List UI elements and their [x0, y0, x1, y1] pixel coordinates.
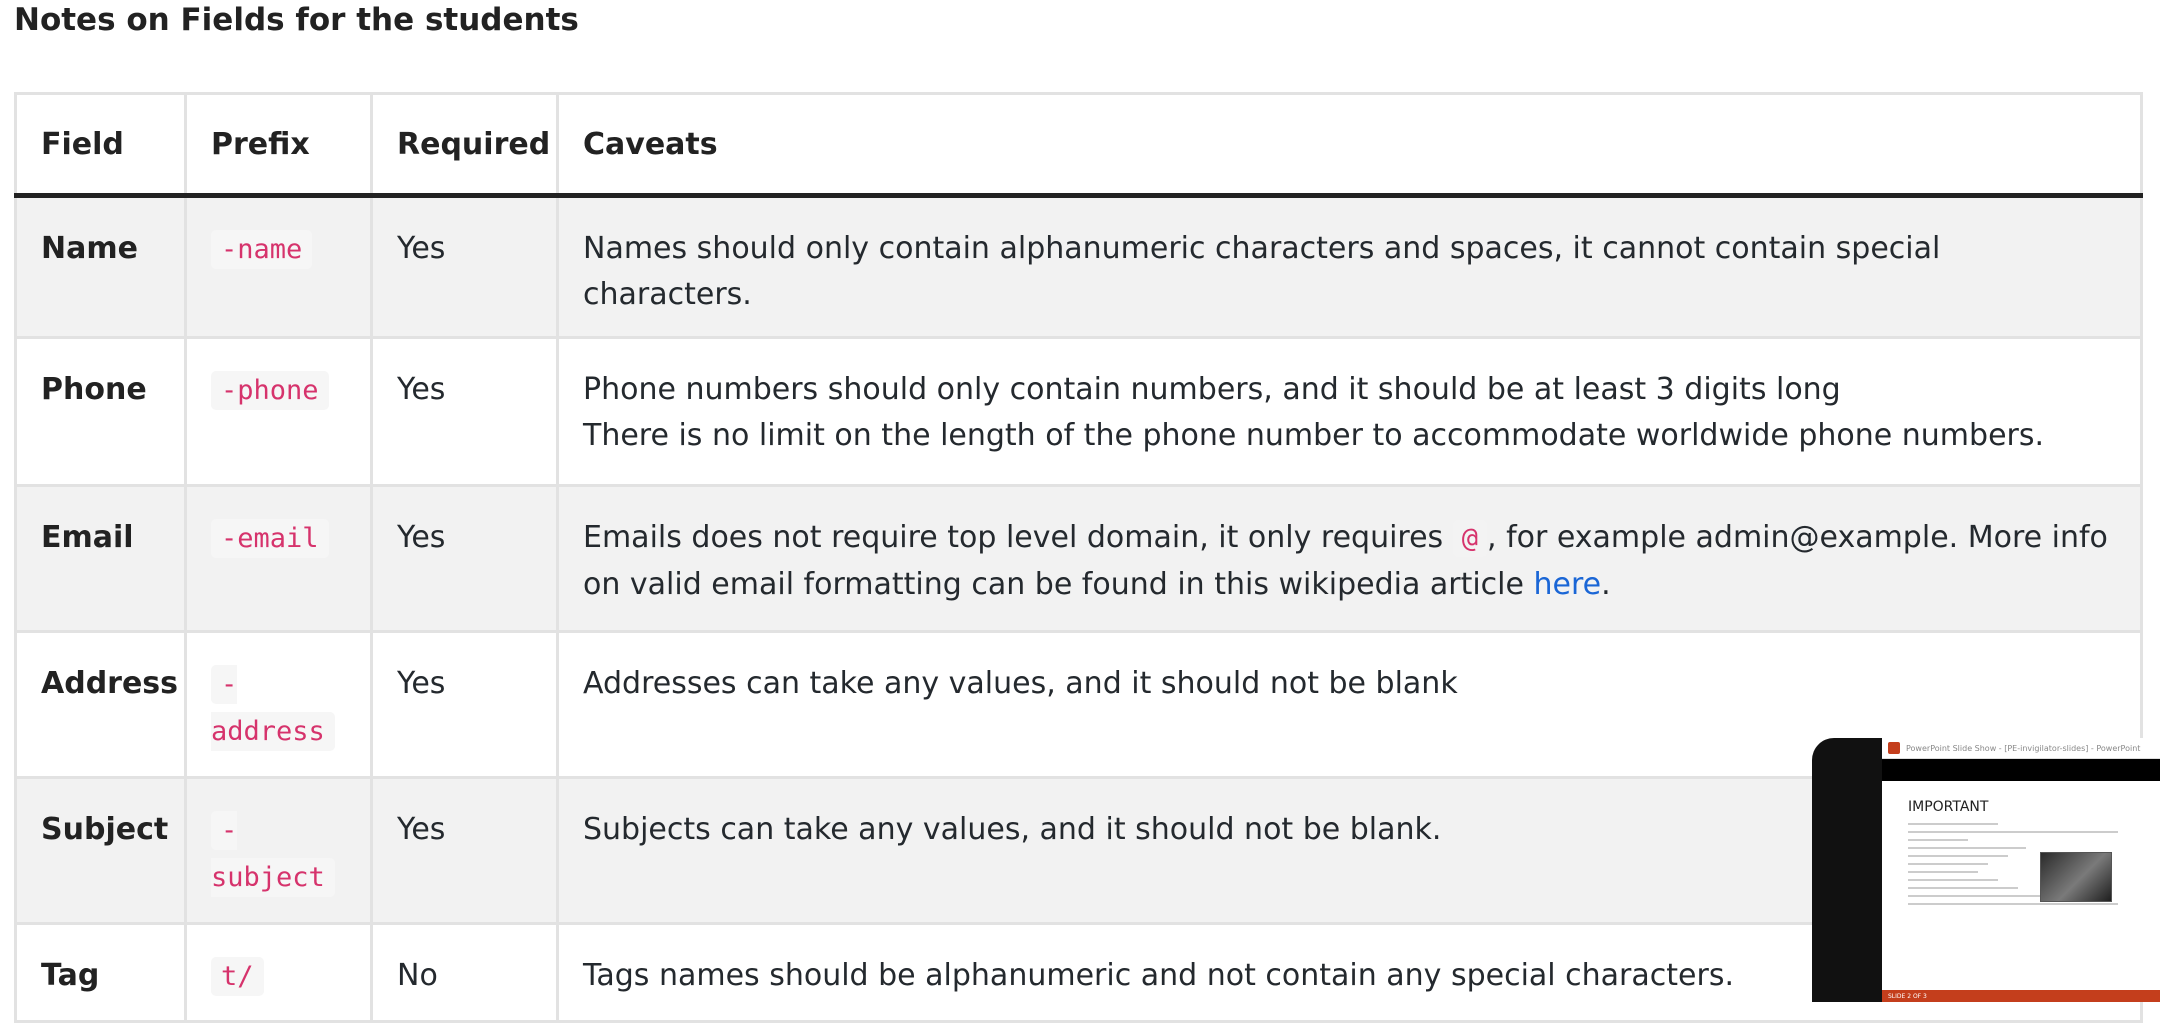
caveat-text: Names should only contain alphanumeric characters and spaces, it cannot contain special characters.: [583, 231, 1941, 312]
caveat-period: .: [1601, 567, 1611, 602]
prefix-cell: [186, 338, 372, 486]
field-name: Phone: [16, 338, 186, 486]
caveat-text: Phone numbers should only contain numbers, and it should be at least 3 digits long: [583, 372, 1841, 407]
required-cell: Yes: [372, 632, 558, 778]
required-cell: Yes: [372, 338, 558, 486]
table-row: [16, 338, 2142, 486]
slide-title: IMPORTANT: [1908, 799, 1989, 815]
caveat-text: Tags names should be alphanumeric and not contain any special characters.: [583, 958, 1734, 993]
field-name: Subject: [16, 778, 186, 924]
prefix-cell: [186, 632, 372, 778]
caveat-text: Subjects can take any values, and it should not be blank.: [583, 812, 1442, 847]
shared-slide-window: [1882, 738, 2160, 1002]
header-field: Field: [16, 94, 186, 196]
required-cell: Yes: [372, 196, 558, 338]
video-call-thumbnail[interactable]: [1812, 738, 2160, 1002]
header-caveats: Caveats: [558, 94, 2142, 196]
wikipedia-link[interactable]: here: [1533, 567, 1602, 602]
prefix-code: t/: [211, 957, 264, 996]
page-title: Notes on Fields for the students: [14, 2, 579, 38]
caveat-text: Addresses can take any values, and it should not be blank: [583, 666, 1458, 701]
required-cell: No: [372, 924, 558, 1022]
prefix-cell: [186, 778, 372, 924]
prefix-code: -phone: [211, 371, 329, 410]
prefix-code: -name: [211, 230, 312, 269]
prefix-cell: [186, 196, 372, 338]
slide-statusbar: [1882, 990, 2160, 1002]
slide-counter: SLIDE 2 OF 3: [1888, 992, 1927, 1000]
header-prefix: Prefix: [186, 94, 372, 196]
caveat-text: Emails does not require top level domain, it only requires: [583, 520, 1444, 555]
field-name: Address: [16, 632, 186, 778]
table-row: [16, 486, 2142, 632]
caveat-text: There is no limit on the length of the phone number to accommodate worldwide phone numbers.: [583, 418, 2045, 453]
prefix-cell: [186, 486, 372, 632]
prefix-cell: [186, 924, 372, 1022]
field-name: Name: [16, 196, 186, 338]
field-name: Tag: [16, 924, 186, 1022]
caveat-cell: [558, 338, 2142, 486]
caveat-cell: [558, 196, 2142, 338]
required-cell: Yes: [372, 778, 558, 924]
prefix-code: -subject: [211, 811, 335, 897]
powerpoint-icon: [1888, 742, 1900, 754]
required-cell: Yes: [372, 486, 558, 632]
slide-window-titlebar: [1882, 738, 2160, 759]
slide-content: [1882, 781, 2160, 911]
slide-window-title: PowerPoint Slide Show - [PE-invigilator-slides] - PowerPoint: [1906, 743, 2141, 753]
caveat-cell: [558, 486, 2142, 632]
prefix-code: -email: [211, 519, 329, 558]
table-row: [16, 196, 2142, 338]
at-sign-code: @: [1453, 520, 1487, 557]
table-header-row: [16, 94, 2142, 196]
field-name: Email: [16, 486, 186, 632]
slide-bullets: [1908, 823, 2148, 911]
header-required: Required: [372, 94, 558, 196]
caveat-text-continued: , for example admin@example. More info on valid email formatting can be found in this wikipedia article: [583, 520, 2108, 602]
prefix-code: -address: [211, 665, 335, 751]
slide-photo: [2040, 852, 2112, 902]
